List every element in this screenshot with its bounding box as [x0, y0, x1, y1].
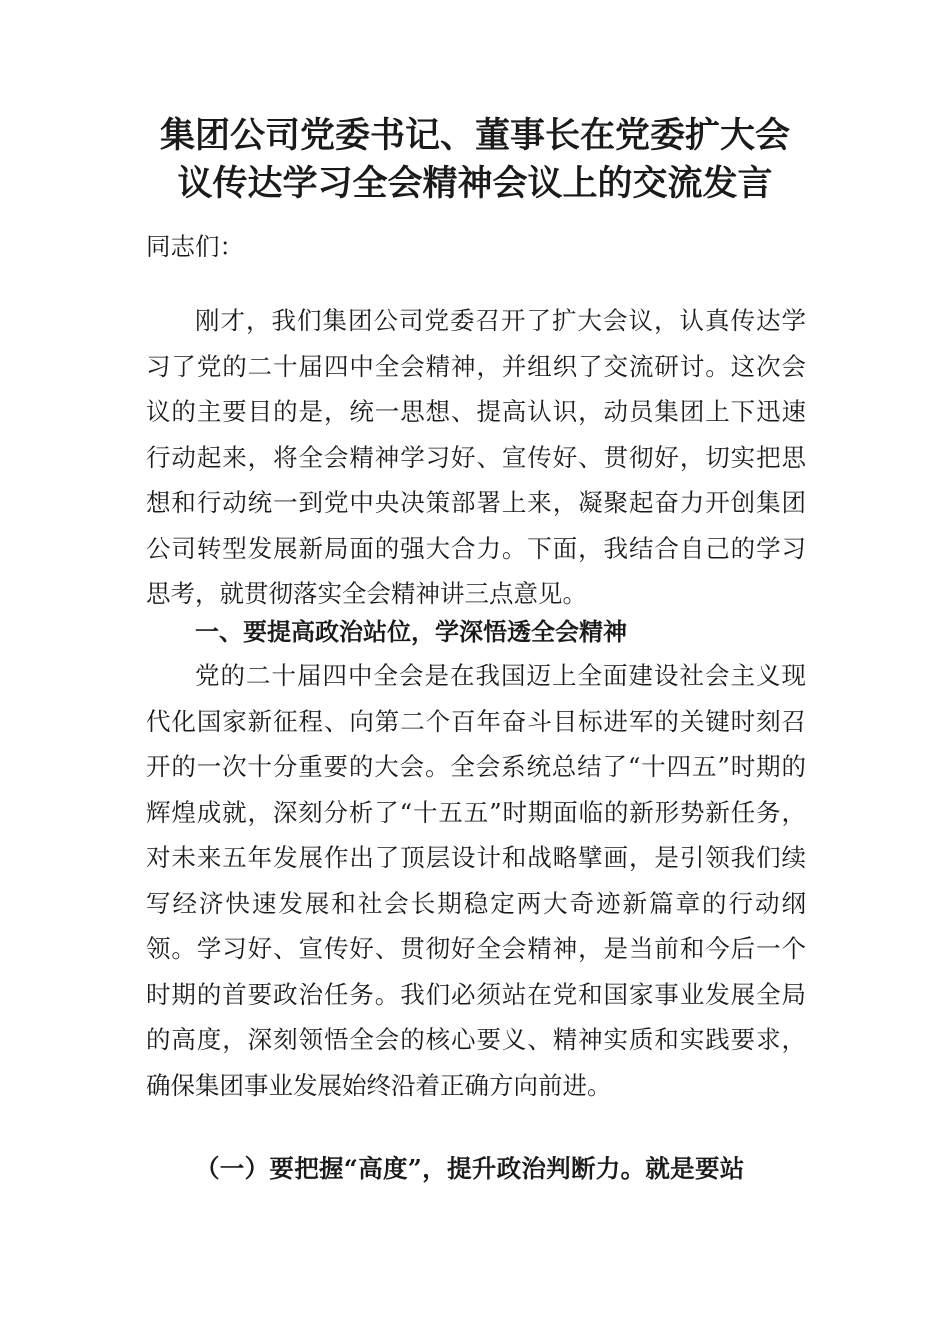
document-title-line-2: 议传达学习全会精神会议上的交流发言	[177, 163, 773, 204]
opening-paragraph: 刚才，我们集团公司党委召开了扩大会议，认真传达学习了党的二十届四中全会精神，并组织了交流研讨。这次会议的主要目的是，统一思想、提高认识，动员集团上下迅速行动起来，将全会精神学习好、宣传好、贯彻好，切实把思想和行动统一到党中央决策部署上来，凝聚起奋力开创集团公司转型发展新局面的强大合力。下面，我结合自己的学习思考，就贯彻落实全会精神讲三点意见。	[146, 306, 806, 608]
section-1-paragraph: 党的二十届四中全会是在我国迈上全面建设社会主义现代化国家新征程、向第二个百年奋斗目标进军的关键时刻召开的一次十分重要的大会。全会系统总结了“十四五”时期的辉煌成就，深刻分析了“十五五”时期面临的新形势新任务，对未来五年发展作出了顶层设计和战略擘画，是引领我们续写经济快速发展和社会长期稳定两大奇迹新篇章的行动纲领。学习好、宣传好、贯彻好全会精神，是当前和今后一个时期的首要政治任务。我们必须站在党和国家事业发展全局的高度，深刻领悟全会的核心要义、精神实质和实践要求，确保集团事业发展始终沿着正确方向前进。	[146, 661, 806, 1100]
subsection-heading-1: （一）要把握“高度”，提升政治判断力。就是要站	[195, 1154, 745, 1183]
document-title-line-1: 集团公司党委书记、董事长在党委扩大会	[159, 115, 790, 156]
salutation: 同志们：	[146, 232, 244, 261]
section-heading-1: 一、要提高政治站位，学深悟透全会精神	[195, 618, 627, 646]
